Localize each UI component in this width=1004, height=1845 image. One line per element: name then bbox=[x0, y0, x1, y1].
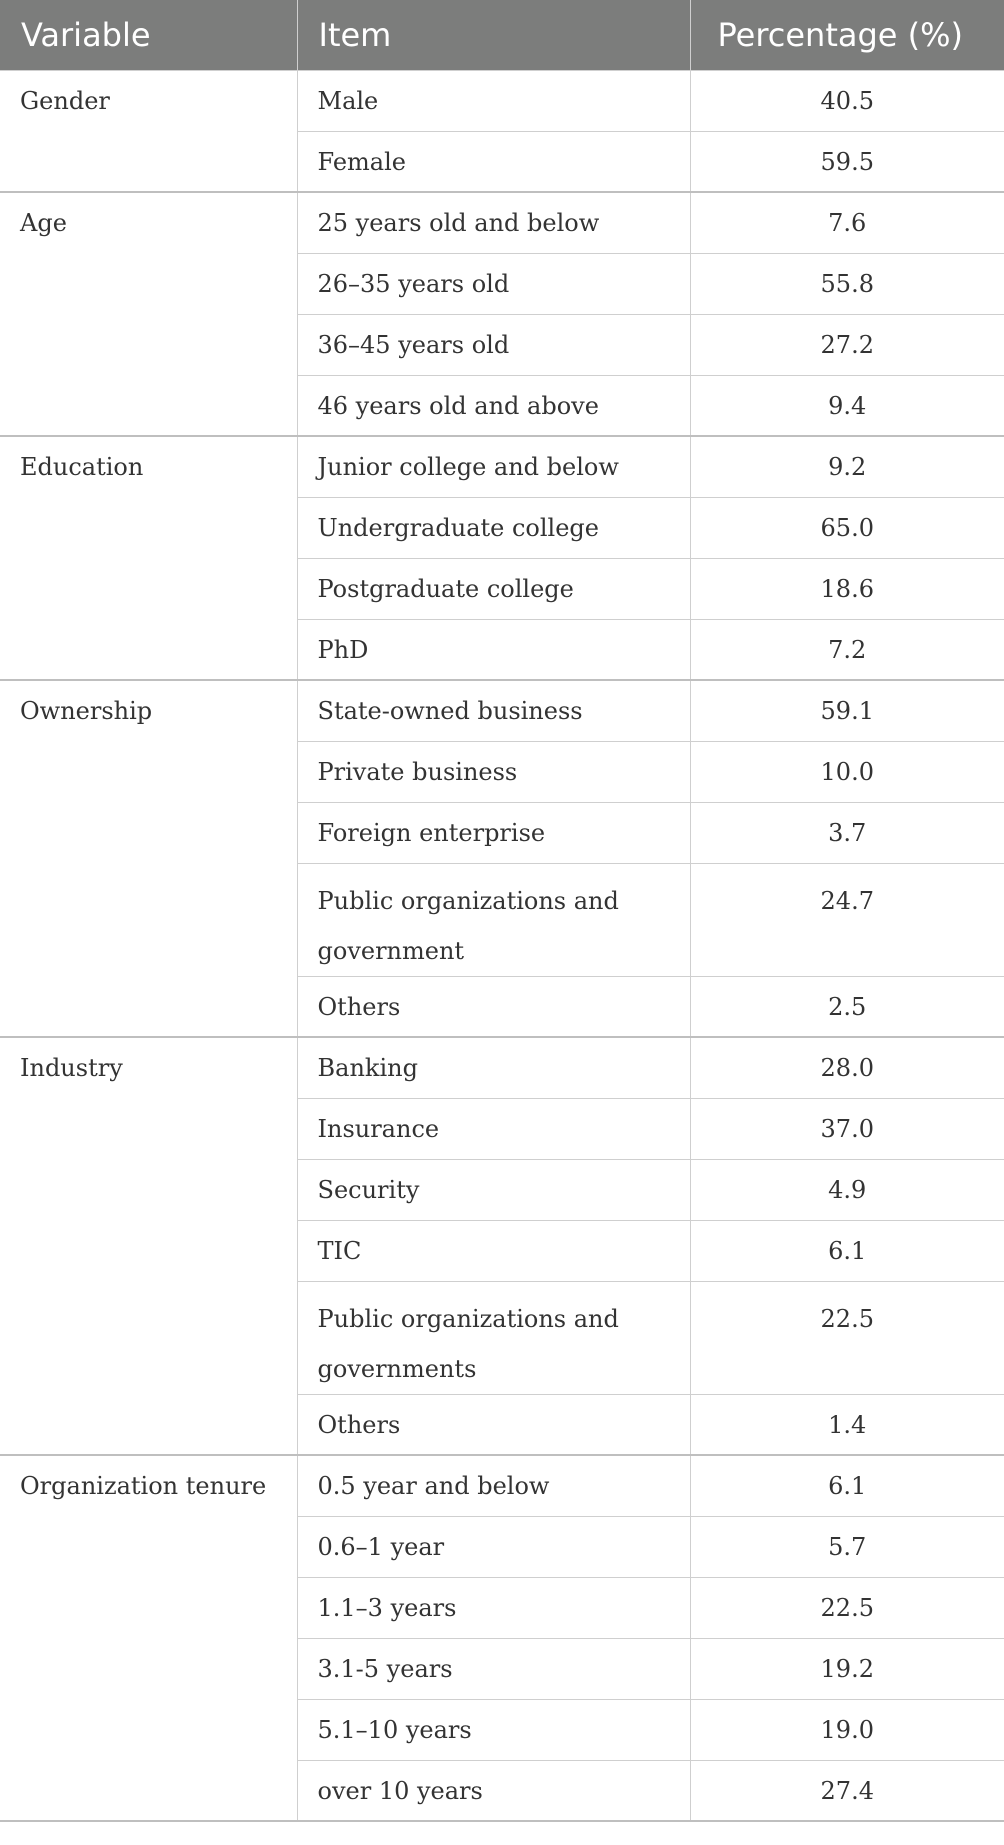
table-body bbox=[0, 70, 1004, 1821]
percentage-cell: 55.8 bbox=[690, 253, 1004, 314]
table-row bbox=[0, 436, 1004, 497]
item-cell: Banking bbox=[297, 1037, 690, 1098]
item-cell: Postgraduate college bbox=[297, 558, 690, 619]
percentage-cell: 40.5 bbox=[690, 70, 1004, 131]
item-cell: Foreign enterprise bbox=[297, 802, 690, 863]
header-percentage: Percentage (%) bbox=[690, 0, 1004, 70]
item-cell: 26–35 years old bbox=[297, 253, 690, 314]
item-cell: Junior college and below bbox=[297, 436, 690, 497]
item-cell: Private business bbox=[297, 741, 690, 802]
percentage-cell: 1.4 bbox=[690, 1394, 1004, 1455]
table-header bbox=[0, 0, 1004, 70]
item-cell: 0.5 year and below bbox=[297, 1455, 690, 1516]
item-cell: Others bbox=[297, 1394, 690, 1455]
percentage-cell: 2.5 bbox=[690, 976, 1004, 1037]
item-cell: Male bbox=[297, 70, 690, 131]
item-cell: over 10 years bbox=[297, 1760, 690, 1821]
percentage-cell: 28.0 bbox=[690, 1037, 1004, 1098]
variable-cell-education: Education bbox=[0, 436, 297, 680]
item-cell: 1.1–3 years bbox=[297, 1577, 690, 1638]
header-item: Item bbox=[297, 0, 690, 70]
percentage-cell: 7.2 bbox=[690, 619, 1004, 680]
percentage-cell: 10.0 bbox=[690, 741, 1004, 802]
item-cell: 0.6–1 year bbox=[297, 1516, 690, 1577]
item-cell: 46 years old and above bbox=[297, 375, 690, 436]
percentage-cell: 65.0 bbox=[690, 497, 1004, 558]
percentage-cell: 9.2 bbox=[690, 436, 1004, 497]
percentage-cell: 19.2 bbox=[690, 1638, 1004, 1699]
percentage-cell: 59.1 bbox=[690, 680, 1004, 741]
percentage-cell: 37.0 bbox=[690, 1098, 1004, 1159]
item-cell: 5.1–10 years bbox=[297, 1699, 690, 1760]
table-row bbox=[0, 1455, 1004, 1516]
item-cell: TIC bbox=[297, 1220, 690, 1281]
percentage-cell: 18.6 bbox=[690, 558, 1004, 619]
item-cell: Insurance bbox=[297, 1098, 690, 1159]
percentage-cell: 6.1 bbox=[690, 1455, 1004, 1516]
item-cell: Female bbox=[297, 131, 690, 192]
item-cell: Undergraduate college bbox=[297, 497, 690, 558]
percentage-cell: 27.4 bbox=[690, 1760, 1004, 1821]
table-row bbox=[0, 1037, 1004, 1098]
item-cell: 3.1-5 years bbox=[297, 1638, 690, 1699]
variable-cell-ownership: Ownership bbox=[0, 680, 297, 1037]
item-cell: Public organizations and government bbox=[297, 863, 690, 976]
percentage-cell: 27.2 bbox=[690, 314, 1004, 375]
percentage-cell: 6.1 bbox=[690, 1220, 1004, 1281]
item-cell: PhD bbox=[297, 619, 690, 680]
header-row bbox=[0, 0, 1004, 70]
percentage-cell: 5.7 bbox=[690, 1516, 1004, 1577]
item-cell: Public organizations and governments bbox=[297, 1281, 690, 1394]
item-cell: State-owned business bbox=[297, 680, 690, 741]
percentage-cell: 19.0 bbox=[690, 1699, 1004, 1760]
percentage-cell: 22.5 bbox=[690, 1577, 1004, 1638]
item-cell: Security bbox=[297, 1159, 690, 1220]
table-row bbox=[0, 192, 1004, 253]
item-cell: 36–45 years old bbox=[297, 314, 690, 375]
variable-cell-industry: Industry bbox=[0, 1037, 297, 1455]
percentage-cell: 7.6 bbox=[690, 192, 1004, 253]
variable-cell-age: Age bbox=[0, 192, 297, 436]
variable-cell-gender: Gender bbox=[0, 70, 297, 192]
percentage-cell: 59.5 bbox=[690, 131, 1004, 192]
item-cell: Others bbox=[297, 976, 690, 1037]
percentage-cell: 4.9 bbox=[690, 1159, 1004, 1220]
table-row bbox=[0, 70, 1004, 131]
item-cell: 25 years old and below bbox=[297, 192, 690, 253]
header-variable: Variable bbox=[0, 0, 297, 70]
percentage-cell: 24.7 bbox=[690, 863, 1004, 976]
table-row bbox=[0, 680, 1004, 741]
percentage-cell: 9.4 bbox=[690, 375, 1004, 436]
percentage-cell: 3.7 bbox=[690, 802, 1004, 863]
variable-cell-organization-tenure: Organization tenure bbox=[0, 1455, 297, 1821]
percentage-cell: 22.5 bbox=[690, 1281, 1004, 1394]
